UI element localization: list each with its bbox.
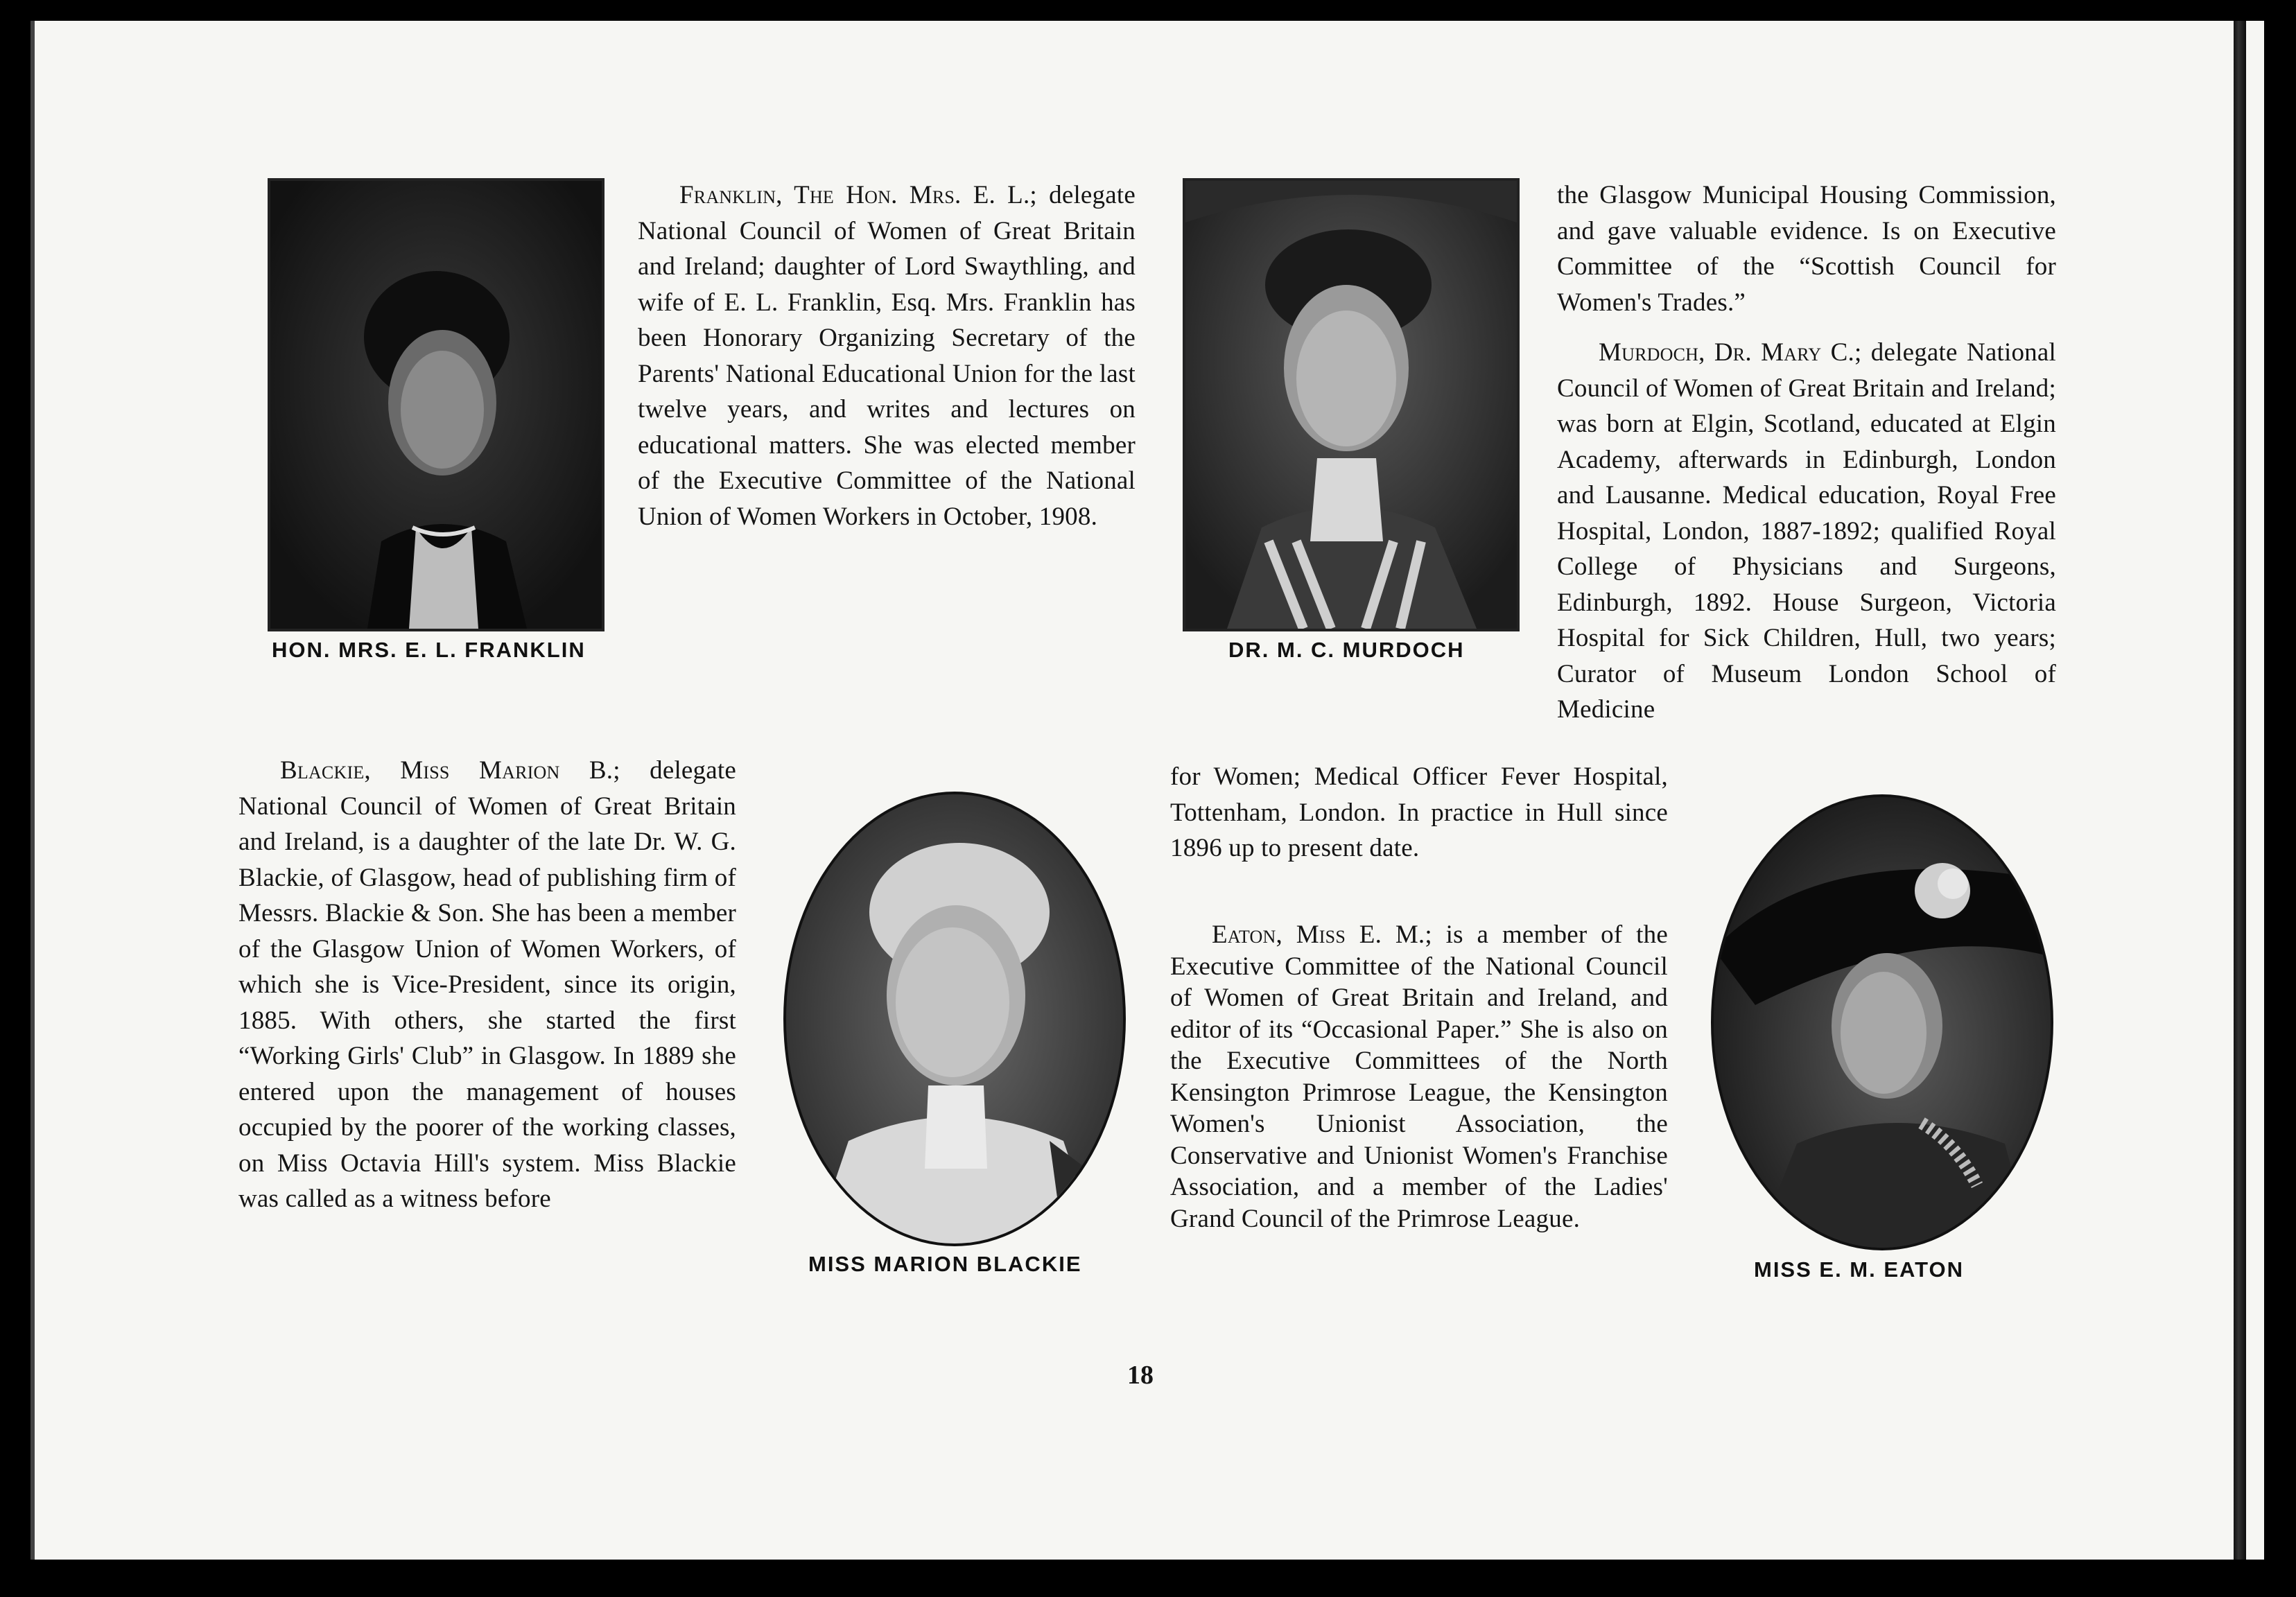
entry-body: delegate National Council of Women of Great Britain and Ireland, is a daughter of the late Dr. W. G. Blackie, of Glasgow, head of publishing firm of Messrs. Blackie & Son. She has been a member of the Glasgow Union of Women Workers, of which she is Vice-President, since its origin, 1885. With others, she started the first “Working Girls' Club” in Glasgow. In 1889 she entered upon the management of houses occupied by the poorer of the working classes, on Miss Octavia Hill's system. Miss Blackie was called as a witness before [238, 756, 736, 1213]
entry-name: Murdoch, Dr. Mary C.; [1599, 338, 1862, 367]
franklin-entry [638, 177, 1136, 534]
murdoch-entry-continued [1170, 759, 1668, 866]
entry-body: delegate National Council of Women of Great Britain and Ireland; daughter of Lord Swaythling, and wife of E. L. Franklin, Esq. Mrs. Franklin has been Honorary Organizing Secretary of the Parents' National Educational Union for the last twelve years, and writes and lectures on educational matters. She was elected member of the Executive Committee of the National Union of Women Workers in October, 1908. [638, 181, 1136, 531]
eaton-portrait [1711, 794, 2053, 1250]
entry-body: for Women; Medical Officer Fever Hospital, Tottenham, London. In practice in Hull since 1896 up to present date. [1170, 762, 1668, 862]
entry-name: Blackie, Miss Marion B.; [280, 756, 620, 785]
page-number: 18 [1127, 1361, 1154, 1390]
eaton-entry [1170, 919, 1668, 1234]
entry-body: delegate National Council of Women of Great Britain and Ireland; was born at Elgin, Scotland, educated at Elgin Academy, afterwards in Edinburgh, London and Lausanne. Medical education, Royal Free Hospital, London, 1887-1892; qualified Royal College of Physicians and Surgeons, Edinburgh, 1892. House Surgeon, Victoria Hospital for Sick Children, Hull, two years; Curator of Museum London School of Medicine [1557, 338, 2056, 724]
murdoch-entry [1557, 335, 2056, 728]
eaton-caption: MISS E. M. EATON [1754, 1257, 1964, 1282]
murdoch-portrait [1183, 178, 1520, 631]
entry-body: is a member of the Executive Committee of the National Council of Women of Great Britain and Ireland, and editor of its “Occasional Paper.” She is also on the Executive Committees of the North Kensington Primrose League, the Kensington Women's Unionist Association, the Conservative and Unionist Women's Franchise Association, and a member of the Ladies' Grand Council of the Primrose League. [1170, 920, 1668, 1233]
blackie-entry [238, 753, 736, 1217]
murdoch-continued-entry [1557, 177, 2056, 320]
entry-name: Eaton, Miss E. M.; [1212, 920, 1432, 949]
franklin-portrait [268, 178, 605, 631]
entry-body: the Glasgow Municipal Housing Commission, and gave valuable evidence. Is on Executive Committee of the “Scottish Council for Women's Trades.” [1557, 181, 2056, 317]
franklin-caption: HON. MRS. E. L. FRANKLIN [272, 638, 586, 662]
murdoch-caption: DR. M. C. MURDOCH [1228, 638, 1465, 662]
blackie-caption: MISS MARION BLACKIE [808, 1252, 1082, 1276]
page-right-edge [2234, 21, 2246, 1560]
blackie-portrait [783, 792, 1126, 1246]
entry-name: Franklin, The Hon. Mrs. E. L.; [679, 181, 1037, 209]
page-left-edge [31, 21, 35, 1560]
